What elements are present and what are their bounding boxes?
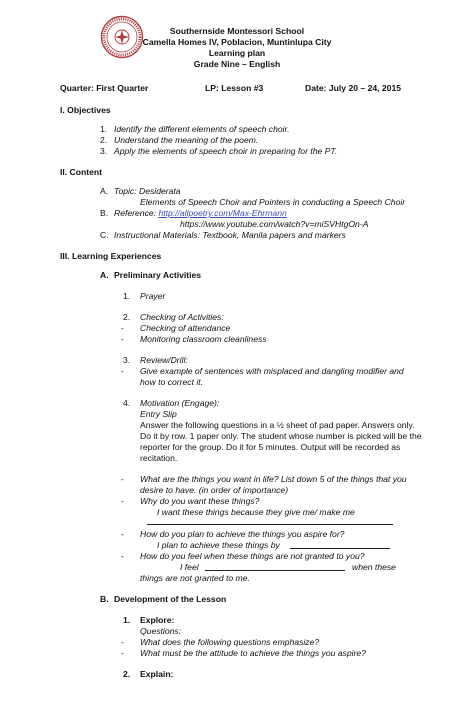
checking-item: Checking of attendance <box>140 323 231 333</box>
objectives-heading: I. Objectives <box>60 105 111 115</box>
dash-bullet: - <box>121 474 124 484</box>
questions-label: Questions: <box>140 626 182 636</box>
answer-prompt: I want these things because they give me/ make me <box>157 507 355 517</box>
question-text: How do you plan to achieve the things you aspire for? <box>140 529 345 539</box>
dash-bullet: - <box>121 334 124 344</box>
document-type: Learning plan <box>208 48 266 58</box>
content-label-a: A. <box>100 186 109 196</box>
prayer-label: Prayer <box>140 291 166 301</box>
item-number: 4. <box>123 398 131 408</box>
dash-bullet: - <box>121 496 124 506</box>
reference-link[interactable]: http://allpoetry.com/Max-Ehrmann <box>158 208 287 218</box>
review-text: how to correct it. <box>140 377 204 387</box>
question-text: What are the things you want in life? List down 5 of the things that you <box>140 474 407 484</box>
checking-label: Checking of Activities: <box>140 312 224 322</box>
question-text: What does the following questions emphasize? <box>140 637 320 647</box>
review-label: Review/Drill: <box>140 355 188 365</box>
item-number: 2. <box>123 312 131 322</box>
item-number: 1. <box>123 615 131 625</box>
review-text: Give example of sentences with misplaced and dangling modifier and <box>140 366 404 376</box>
dash-bullet: - <box>121 323 124 333</box>
reference-prefix: Reference: <box>114 208 159 218</box>
content-materials: Instructional Materials: Textbook, Manila papers and markers <box>114 230 346 240</box>
answer-blank <box>147 516 393 528</box>
answer-prompt: I feel <box>180 562 199 572</box>
objective-item: Apply the elements of speech choir in preparing for the PT. <box>114 146 338 156</box>
lesson-label: LP: Lesson #3 <box>205 83 264 93</box>
content-label-c: C. <box>100 230 109 240</box>
objective-item: Understand the meaning of the poem. <box>114 135 259 145</box>
explore-label: Explore: <box>140 615 175 625</box>
quarter-label: Quarter: First Quarter <box>60 83 149 93</box>
checking-item: Monitoring classroom cleanliness <box>140 334 267 344</box>
school-name: Southernside Montessori School <box>169 26 305 36</box>
grade-level: Grade Nine – English <box>193 59 281 69</box>
objective-number: 3. <box>100 146 108 156</box>
section-a-label: A. <box>100 270 109 280</box>
question-text: How do you feel when these things are not granted to you? <box>140 551 365 561</box>
content-heading: II. Content <box>60 167 103 177</box>
section-b-label: B. <box>100 594 109 604</box>
explain-label: Explain: <box>140 669 174 679</box>
answer-prompt: I plan to achieve these things by <box>157 540 280 550</box>
question-text: desire to have. (in order of importance) <box>140 485 289 495</box>
instruction-line: Answer the following questions in a ½ sheet of pad paper. Answers only. <box>140 420 415 430</box>
objective-item: Identify the different elements of speech choir. <box>114 124 290 134</box>
item-number: 2. <box>123 669 131 679</box>
instruction-line: reporter for the group. Do it for 5 minutes. Output will be recorded as <box>140 442 401 452</box>
answer-prompt: when these <box>352 562 396 572</box>
dash-bullet: - <box>121 529 124 539</box>
content-topic: Topic: Desiderata <box>114 186 181 196</box>
item-number: 3. <box>123 355 131 365</box>
reference-youtube: https://www.youtube.com/watch?v=miSVHtgOn-A <box>180 219 369 229</box>
instruction-line: recitation. <box>140 453 178 463</box>
item-number: 1. <box>123 291 131 301</box>
question-text: Why do you want these things? <box>140 496 260 506</box>
entry-slip-label: Entry Slip <box>140 409 177 419</box>
dash-bullet: - <box>121 648 124 658</box>
content-topic-sub: Elements of Speech Choir and Pointers in conducting a Speech Choir <box>140 197 406 207</box>
dash-bullet: - <box>121 637 124 647</box>
date-label: Date: July 20 – 24, 2015 <box>305 83 402 93</box>
instruction-line: Do it by row. 1 paper only. The student whose number is picked will be the <box>140 431 422 441</box>
section-a-title: Preliminary Activities <box>114 270 202 280</box>
motivation-label: Motivation (Engage): <box>140 398 220 408</box>
question-text: What must be the attitude to achieve the things you aspire? <box>140 648 366 658</box>
objective-number: 1. <box>100 124 108 134</box>
section-b-title: Development of the Lesson <box>114 594 227 604</box>
dash-bullet: - <box>121 366 124 376</box>
dash-bullet: - <box>121 551 124 561</box>
objective-number: 2. <box>100 135 108 145</box>
content-reference <box>114 208 287 219</box>
answer-prompt: things are not granted to me. <box>140 573 250 583</box>
school-address: Camella Homes IV, Poblacion, Muntinlupa City <box>142 37 332 47</box>
content-label-b: B. <box>100 208 109 218</box>
experiences-heading: III. Learning Experiences <box>60 251 162 261</box>
